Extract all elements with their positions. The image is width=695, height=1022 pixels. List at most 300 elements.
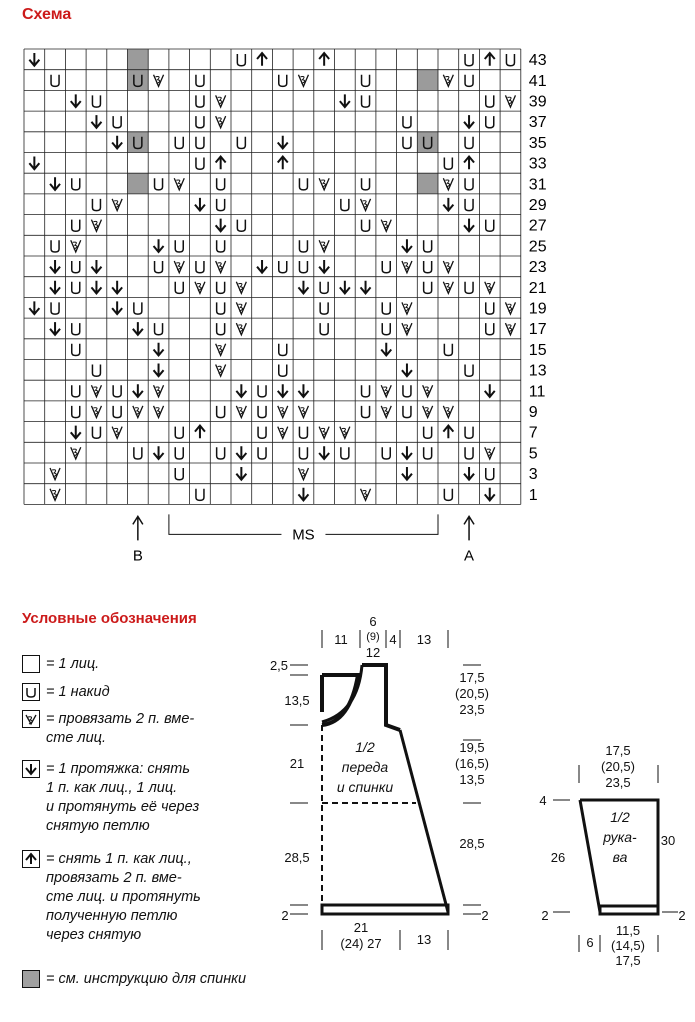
stitch-symbol: [92, 365, 100, 377]
stitch-symbol: [506, 54, 514, 66]
stitch-symbol: [361, 489, 371, 501]
row-number: 31: [528, 176, 547, 194]
stitch-symbol: [424, 427, 432, 439]
body-top-left: 11: [334, 632, 348, 647]
stitch-symbol: [196, 489, 204, 501]
stitch-symbol: [196, 116, 204, 128]
stitch-symbol: [236, 302, 246, 314]
body-right-1: 17,5: [459, 670, 485, 685]
body-left-3: 21: [289, 756, 305, 771]
marker-b-label: B: [132, 547, 143, 565]
stitch-symbol: [216, 157, 226, 170]
stitch-symbol: [465, 75, 473, 87]
body-right-7: 28,5: [459, 836, 485, 851]
stitch-symbol: [154, 239, 164, 252]
stitch-symbol: [237, 54, 245, 66]
stitch-symbol: [403, 385, 411, 397]
sleeve-top-1: 17,5: [605, 743, 631, 758]
stitch-symbol: [299, 427, 307, 439]
stitch-symbol: [402, 446, 412, 459]
row-number: 13: [528, 362, 547, 380]
stitch-symbol: [464, 219, 474, 232]
stitch-symbol: [217, 406, 225, 418]
sleeve-right-bottom: 2: [678, 908, 686, 923]
stitch-symbol: [464, 157, 474, 170]
stitch-symbol: [299, 178, 307, 190]
sleeve-bottom-left: 6: [586, 935, 594, 950]
legend-text: = провязать 2 п. вме-: [42, 711, 195, 727]
stitch-symbol: [175, 282, 183, 294]
stitch-symbol: [72, 261, 80, 273]
stitch-symbol: [403, 137, 411, 149]
stitch-symbol: [196, 158, 204, 170]
marker-a-arrow: [464, 516, 474, 540]
stitch-symbol: [195, 198, 205, 211]
stitch-symbol: [258, 427, 266, 439]
legend-k2tog-icon: [22, 710, 40, 728]
stitch-symbol: [505, 302, 515, 314]
stitch-symbol: [112, 427, 122, 439]
stitch-symbol: [278, 427, 288, 439]
stitch-symbol: [134, 447, 142, 459]
legend-item: [22, 710, 194, 748]
stitch-symbol: [154, 406, 164, 418]
stitch-symbol: [444, 489, 452, 501]
stitch-symbol: [486, 220, 494, 232]
stitch-symbol: [278, 136, 288, 149]
legend-item: [22, 683, 110, 702]
stitch-symbol: [486, 323, 494, 335]
stitch-symbol: [485, 488, 495, 501]
stitch-symbol: [133, 406, 143, 418]
body-top-right: 13: [416, 632, 432, 647]
stitch-symbol: [382, 261, 390, 273]
gray-cell: [417, 173, 438, 194]
sleeve-label-3: ва: [612, 849, 628, 865]
stitch-symbol: [72, 406, 80, 418]
body-bottom-b: (24) 27: [340, 936, 382, 951]
stitch-symbol: [424, 447, 432, 459]
stitch-symbol: [424, 282, 432, 294]
stitch-symbol: [196, 75, 204, 87]
stitch-symbol: [29, 53, 39, 66]
sleeve-schematic: [550, 765, 678, 952]
stitch-symbol: [485, 447, 495, 459]
gray-cell: [128, 70, 149, 91]
body-left-5: 2: [281, 908, 289, 923]
stitch-symbol: [216, 365, 226, 377]
stitch-symbol: [236, 323, 246, 335]
stitch-symbol: [196, 261, 204, 273]
stitch-symbol: [424, 240, 432, 252]
stitch-symbol: [341, 447, 349, 459]
gray-cell: [417, 132, 438, 153]
stitch-symbol: [155, 178, 163, 190]
stitch-symbol: [112, 301, 122, 314]
stitch-symbol: [236, 467, 246, 480]
stitch-symbol: [340, 427, 350, 439]
row-number: 19: [528, 300, 547, 318]
stitch-symbol: [319, 260, 329, 273]
row-number: 3: [528, 466, 538, 484]
stitch-symbol: [50, 177, 60, 190]
stitch-symbol: [154, 446, 164, 459]
stitch-symbol: [320, 302, 328, 314]
legend-text: = снять 1 п. как лиц.,: [42, 851, 192, 867]
legend-text: = 1 лиц.: [42, 656, 100, 672]
body-label-1: 1/2: [355, 739, 375, 755]
legend-gray-icon: [22, 970, 40, 988]
stitch-symbol: [112, 281, 122, 294]
stitch-symbol: [443, 261, 453, 273]
sleeve-top-2: (20,5): [601, 759, 635, 774]
stitch-symbol: [319, 178, 329, 190]
stitch-symbol: [112, 136, 122, 149]
row-number: 5: [528, 445, 538, 463]
stitch-symbol: [381, 406, 391, 418]
legend-text-cont: через снятую: [46, 927, 142, 943]
legend-title: Условные обозначения: [22, 610, 197, 627]
stitch-symbol: [50, 281, 60, 294]
body-label-2: переда: [341, 759, 389, 775]
stitch-symbol: [465, 137, 473, 149]
stitch-symbol: [298, 281, 308, 294]
stitch-symbol: [485, 384, 495, 397]
stitch-symbol: [486, 116, 494, 128]
stitch-symbol: [362, 95, 370, 107]
row-number: 7: [528, 424, 538, 442]
stitch-symbol: [486, 302, 494, 314]
stitch-symbol: [381, 343, 391, 356]
sleeve-left-top: 4: [539, 793, 547, 808]
stitch-symbol: [465, 178, 473, 190]
stitch-symbol: [113, 406, 121, 418]
sleeve-label-1: 1/2: [610, 809, 630, 825]
stitch-symbol: [443, 426, 453, 439]
body-right-2: (20,5): [455, 686, 489, 701]
stitch-symbol: [154, 75, 164, 87]
body-neck-b: (9): [366, 631, 380, 643]
stitch-symbol: [279, 344, 287, 356]
chart-title: Схема: [22, 6, 72, 23]
gray-cell: [128, 173, 149, 194]
stitch-symbol: [298, 384, 308, 397]
stitch-symbol: [91, 281, 101, 294]
stitch-symbol: [216, 219, 226, 232]
legend-text-cont: и протянуть её через: [46, 799, 200, 815]
row-number: 1: [528, 486, 538, 504]
legend-text: = 1 накид: [42, 684, 110, 700]
stitch-symbol: [278, 384, 288, 397]
body-right-6: 13,5: [459, 772, 485, 787]
stitch-symbol: [319, 446, 329, 459]
marker-a-label: A: [464, 547, 475, 565]
stitch-symbol: [29, 157, 39, 170]
stitch-symbol: [91, 220, 101, 232]
body-schematic: [290, 630, 481, 950]
stitch-symbol: [382, 447, 390, 459]
legend-yo-icon: [22, 683, 40, 701]
row-number: 21: [528, 279, 547, 297]
stitch-symbol: [362, 75, 370, 87]
sleeve-left-mid: 26: [550, 850, 566, 865]
stitch-symbol: [217, 178, 225, 190]
stitch-symbol: [465, 365, 473, 377]
legend-text-cont: провязать 2 п. вме-: [46, 870, 182, 886]
legend-up-icon: [22, 850, 40, 868]
gray-cell: [128, 49, 149, 70]
stitch-symbol: [464, 115, 474, 128]
marker-b-arrow: [133, 516, 143, 540]
stitch-symbol: [216, 116, 226, 128]
stitch-symbol: [175, 427, 183, 439]
stitch-symbol: [319, 53, 329, 66]
stitch-symbol: [133, 322, 143, 335]
stitch-symbol: [362, 406, 370, 418]
stitch-symbol: [403, 116, 411, 128]
body-left-1: 2,5: [269, 658, 289, 673]
stitch-symbol: [175, 137, 183, 149]
stitch-symbol: [298, 468, 308, 480]
stitch-symbol: [91, 115, 101, 128]
stitch-symbol: [465, 199, 473, 211]
stitch-symbol: [278, 406, 288, 418]
sleeve-left-bottom: 2: [541, 908, 549, 923]
stitch-symbol: [217, 323, 225, 335]
body-bottom-c: 13: [416, 932, 432, 947]
stitch-symbol: [361, 199, 371, 211]
legend-text-cont: сте лиц.: [46, 730, 106, 746]
stitch-symbol: [71, 426, 81, 439]
stitch-symbol: [50, 468, 60, 480]
stitch-symbol: [340, 281, 350, 294]
stitch-symbol: [443, 178, 453, 190]
stitch-symbol: [362, 220, 370, 232]
stitch-symbol: [50, 260, 60, 273]
stitch-symbol: [133, 384, 143, 397]
stitch-symbol: [258, 385, 266, 397]
stitch-symbol: [50, 489, 60, 501]
stitch-symbol: [444, 344, 452, 356]
stitch-symbol: [505, 323, 515, 335]
stitch-symbol: [217, 199, 225, 211]
stitch-symbol: [236, 384, 246, 397]
stitch-symbol: [217, 447, 225, 459]
row-number: 33: [528, 155, 547, 173]
stitch-symbol: [236, 446, 246, 459]
stitch-symbol: [257, 260, 267, 273]
stitch-symbol: [112, 199, 122, 211]
body-right-8: 2: [481, 908, 489, 923]
stitch-symbol: [175, 447, 183, 459]
stitch-symbol: [444, 158, 452, 170]
stitch-symbol: [402, 302, 412, 314]
stitch-symbol: [279, 75, 287, 87]
gray-cell: [417, 70, 438, 91]
stitch-symbol: [51, 75, 59, 87]
stitch-symbol: [258, 406, 266, 418]
row-number: 41: [528, 72, 547, 90]
stitch-symbol: [155, 261, 163, 273]
stitch-symbol: [423, 385, 433, 397]
stitch-symbol: [236, 282, 246, 294]
stitch-symbol: [443, 75, 453, 87]
stitch-symbol: [485, 282, 495, 294]
stitch-symbol: [465, 447, 473, 459]
stitch-symbol: [91, 406, 101, 418]
row-number: 43: [528, 52, 547, 70]
stitch-symbol: [72, 220, 80, 232]
stitch-symbol: [216, 95, 226, 107]
stitch-symbol: [319, 427, 329, 439]
stitch-symbol: [299, 240, 307, 252]
stitch-symbol: [174, 261, 184, 273]
stitch-symbol: [196, 137, 204, 149]
row-number: 27: [528, 217, 547, 235]
stitch-symbol: [465, 282, 473, 294]
stitch-symbol: [154, 343, 164, 356]
row-number: 11: [528, 383, 546, 401]
stitch-symbol: [195, 282, 205, 294]
stitch-symbol: [486, 95, 494, 107]
row-number: 23: [528, 259, 547, 277]
stitch-symbol: [113, 116, 121, 128]
gray-cell: [128, 132, 149, 153]
stitch-symbol: [402, 323, 412, 335]
row-number: 9: [528, 404, 538, 422]
stitch-symbol: [237, 220, 245, 232]
stitch-symbol: [424, 261, 432, 273]
stitch-symbol: [217, 240, 225, 252]
stitch-symbol: [443, 282, 453, 294]
stitch-symbol: [298, 488, 308, 501]
body-left-2: 13,5: [284, 693, 310, 708]
body-right-4: 19,5: [459, 740, 485, 755]
stitch-symbol: [71, 94, 81, 107]
stitch-symbol: [299, 447, 307, 459]
stitch-symbol: [237, 137, 245, 149]
body-neck-c: 12: [365, 645, 381, 660]
legend-text-cont: снятую петлю: [46, 818, 150, 834]
stitch-symbol: [279, 365, 287, 377]
stitch-symbol: [71, 240, 81, 252]
legend-text-cont: полученную петлю: [46, 908, 178, 924]
repeat-label: MS: [292, 526, 315, 544]
stitch-symbol: [92, 199, 100, 211]
stitch-symbol: [91, 385, 101, 397]
stitch-symbol: [279, 261, 287, 273]
stitch-symbol: [402, 261, 412, 273]
stitch-symbol: [72, 323, 80, 335]
legend-down-icon: [22, 760, 40, 778]
grid-lines: [24, 49, 521, 504]
body-left-4: 28,5: [284, 850, 310, 865]
body-bottom-a: 21: [353, 920, 369, 935]
stitch-symbol: [464, 467, 474, 480]
stitch-symbol: [155, 323, 163, 335]
stitch-symbol: [402, 467, 412, 480]
stitch-symbol: [382, 323, 390, 335]
stitch-symbol: [258, 447, 266, 459]
sleeve-bottom-3: 17,5: [615, 953, 641, 968]
stitch-symbol: [71, 447, 81, 459]
stitch-symbol: [382, 302, 390, 314]
stitch-symbol: [381, 385, 391, 397]
stitch-symbol: [298, 406, 308, 418]
stitch-symbol: [381, 220, 391, 232]
stitch-symbol: [72, 385, 80, 397]
stitch-symbol: [257, 53, 267, 66]
body-neck-a: 6: [369, 614, 377, 629]
sleeve-label-2: рука-: [603, 829, 637, 845]
sleeve-bottom-1: 11,5: [615, 923, 641, 938]
stitch-symbol: [134, 302, 142, 314]
legend-item: [22, 850, 201, 945]
stitch-symbol: [50, 322, 60, 335]
legend-text: = 1 протяжка: снять: [42, 761, 191, 777]
row-number: 37: [528, 114, 547, 132]
stitch-symbol: [113, 385, 121, 397]
body-right-5: (16,5): [455, 756, 489, 771]
stitch-symbol: [175, 240, 183, 252]
stitch-symbol: [362, 178, 370, 190]
stitch-symbol: [485, 53, 495, 66]
legend-empty-icon: [22, 655, 40, 673]
stitch-symbol: [92, 427, 100, 439]
stitch-symbol: [402, 239, 412, 252]
stitch-symbol: [403, 406, 411, 418]
stitch-symbol: [154, 385, 164, 397]
legend-text-cont: 1 п. как лиц., 1 лиц.: [46, 780, 178, 796]
body-label-3: и спинки: [336, 779, 394, 795]
stitch-symbol: [29, 301, 39, 314]
sleeve-top-3: 23,5: [605, 775, 631, 790]
stitch-symbol: [92, 95, 100, 107]
stitch-symbol: [217, 282, 225, 294]
stitch-symbol: [443, 406, 453, 418]
stitch-symbol: [217, 302, 225, 314]
stitch-symbol: [278, 157, 288, 170]
row-number: 39: [528, 93, 547, 111]
body-right-3: 23,5: [459, 702, 485, 717]
stitch-symbol: [340, 94, 350, 107]
row-number: 25: [528, 238, 547, 256]
stitch-symbol: [298, 75, 308, 87]
row-number: 35: [528, 134, 547, 152]
row-number: 29: [528, 197, 547, 215]
stitch-symbol: [505, 95, 515, 107]
stitch-symbol: [465, 54, 473, 66]
stitch-symbol: [216, 344, 226, 356]
stitch-symbol: [72, 282, 80, 294]
row-number: 15: [528, 341, 547, 359]
stitch-symbol: [362, 385, 370, 397]
sleeve-bottom-2: (14,5): [611, 938, 645, 953]
stitch-symbol: [320, 323, 328, 335]
body-strap: 4: [389, 632, 397, 647]
legend-text-cont: сте лиц. и протянуть: [46, 889, 201, 905]
stitch-symbol: [216, 261, 226, 273]
stitch-symbol: [402, 364, 412, 377]
stitch-symbol: [196, 95, 204, 107]
stitch-symbol: [91, 260, 101, 273]
legend-item: [22, 970, 246, 989]
legend-item: [22, 760, 199, 836]
stitch-symbol: [51, 240, 59, 252]
stitch-symbol: [72, 178, 80, 190]
stitch-symbol: [443, 198, 453, 211]
stitch-symbol: [486, 468, 494, 480]
